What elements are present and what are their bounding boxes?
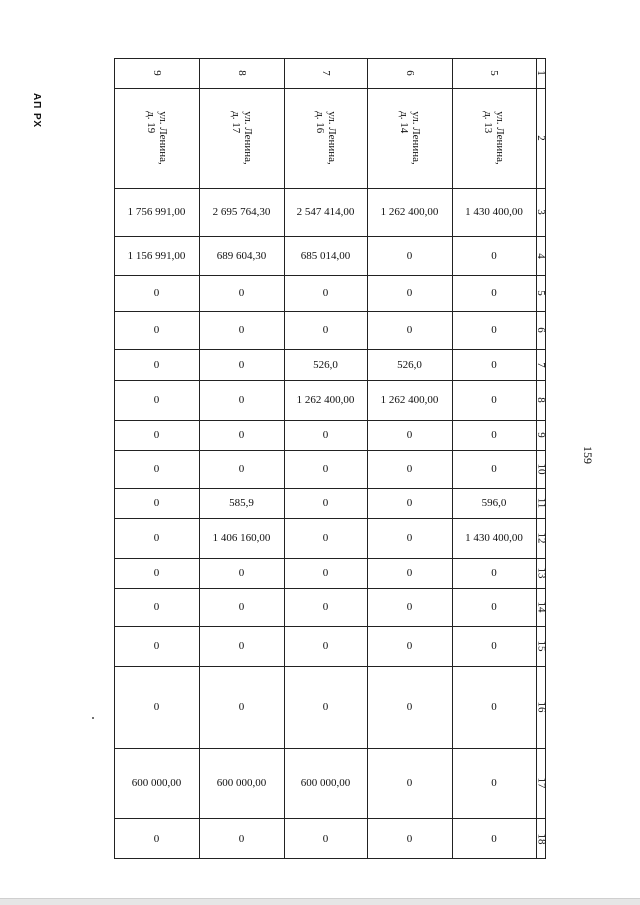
- address-cell: [114, 88, 199, 188]
- archive-stamp-label: АП РХ: [31, 93, 42, 129]
- column-number-cell: [536, 558, 546, 588]
- value-cell: 0: [491, 567, 497, 579]
- column-number: 13: [535, 567, 547, 579]
- value-cell: 0: [153, 701, 160, 713]
- row-number-cell: [114, 58, 199, 88]
- column-number: 1: [535, 70, 547, 76]
- column-number-cell: [536, 518, 546, 558]
- row-number-cell: [367, 58, 452, 88]
- value-cell: 600 000,00: [300, 777, 351, 789]
- value-cell: 0: [322, 640, 329, 652]
- column-number: 10: [535, 463, 547, 475]
- value-cell: 1 262 400,00: [380, 394, 439, 406]
- column-number: 16: [535, 701, 547, 713]
- value-cell: 0: [491, 601, 497, 613]
- page-number: 159: [581, 446, 595, 464]
- value-cell: 0: [238, 640, 245, 652]
- address-line: д. 17: [229, 111, 242, 134]
- value-cell: 0: [406, 249, 413, 262]
- value-cell: 0: [406, 777, 413, 789]
- value-cell: 0: [491, 358, 497, 371]
- column-number: 8: [535, 397, 547, 403]
- value-cell: 0: [322, 287, 329, 299]
- address-cell: [452, 88, 536, 188]
- column-number: 7: [535, 361, 547, 368]
- row-number: 8: [235, 70, 248, 76]
- address-line: ул. Ленина,: [325, 111, 338, 165]
- value-cell: 526,0: [397, 358, 422, 371]
- value-cell: 0: [322, 701, 329, 713]
- column-number-cell: [536, 236, 546, 275]
- value-cell: 600 000,00: [131, 777, 182, 789]
- column-number: 15: [535, 640, 547, 652]
- value-cell: 0: [322, 832, 329, 845]
- value-cell: 0: [406, 567, 413, 579]
- data-table: [114, 58, 546, 859]
- address-line: д. 13: [481, 111, 494, 134]
- value-cell: 0: [238, 324, 245, 336]
- address-line: д. 19: [144, 111, 157, 134]
- value-cell: 1 156 991,00: [127, 249, 186, 262]
- value-cell: 0: [322, 532, 329, 544]
- address-text: [397, 111, 421, 165]
- address-line: ул. Ленина,: [156, 111, 169, 165]
- value-cell: 1 430 400,00: [465, 532, 523, 544]
- address-line: д. 14: [397, 111, 410, 134]
- column-number-cell: [536, 88, 546, 188]
- column-number: 12: [535, 532, 547, 544]
- column-number-cell: [536, 818, 546, 859]
- address-text: [229, 111, 253, 165]
- value-cell: 0: [406, 429, 413, 441]
- scan-bottom-edge: [0, 898, 640, 905]
- value-cell: 0: [491, 249, 497, 262]
- address-line: ул. Ленина,: [409, 111, 422, 165]
- value-cell: 0: [491, 701, 497, 713]
- row-number-cell: [452, 58, 536, 88]
- value-cell: 0: [491, 287, 497, 299]
- value-cell: 0: [153, 287, 160, 299]
- column-number-cell: [536, 488, 546, 518]
- column-number-cell: [536, 380, 546, 420]
- column-number: 2: [535, 135, 547, 141]
- row-number: 7: [319, 70, 332, 76]
- address-cell: [367, 88, 452, 188]
- value-cell: 1 430 400,00: [465, 206, 523, 218]
- value-cell: 0: [153, 497, 160, 509]
- value-cell: 596,0: [481, 497, 507, 509]
- column-number: 4: [535, 252, 547, 259]
- value-cell: 0: [153, 832, 160, 845]
- value-cell: 689 604,30: [216, 249, 267, 262]
- value-cell: 0: [406, 701, 413, 713]
- column-number-cell: [536, 588, 546, 626]
- value-cell: 0: [491, 394, 497, 406]
- column-number-cell: [536, 58, 546, 88]
- address-line: ул. Ленина,: [493, 111, 506, 165]
- column-number-cell: [536, 748, 546, 818]
- value-cell: 0: [238, 832, 245, 845]
- value-cell: 0: [322, 463, 329, 475]
- row-number-cell: [284, 58, 367, 88]
- scan-speck: [92, 717, 94, 719]
- value-cell: 0: [491, 463, 497, 475]
- address-cell: [284, 88, 367, 188]
- value-cell: 0: [238, 429, 245, 441]
- value-cell: 526,0: [313, 358, 338, 371]
- value-cell: 0: [238, 358, 245, 371]
- value-cell: 685 014,00: [300, 249, 351, 262]
- column-number: 3: [535, 209, 547, 215]
- value-cell: 2 547 414,00: [296, 206, 355, 218]
- column-number: 17: [535, 777, 547, 789]
- column-number-cell: [536, 626, 546, 666]
- address-line: д. 16: [313, 111, 326, 134]
- column-number: 5: [535, 290, 547, 296]
- column-number-cell: [536, 188, 546, 236]
- value-cell: 0: [406, 640, 413, 652]
- value-cell: 0: [406, 532, 413, 544]
- value-cell: 0: [153, 567, 160, 579]
- value-cell: 1 406 160,00: [212, 532, 271, 544]
- value-cell: 0: [322, 429, 329, 441]
- address-text: [313, 111, 337, 165]
- value-cell: 0: [406, 463, 413, 475]
- value-cell: 0: [322, 567, 329, 579]
- column-number-cell: [536, 420, 546, 450]
- value-cell: 0: [406, 601, 413, 613]
- address-text: [482, 111, 506, 165]
- value-cell: 1 262 400,00: [296, 394, 355, 406]
- column-number-cell: [536, 275, 546, 311]
- value-cell: 0: [238, 601, 245, 613]
- value-cell: 0: [153, 358, 160, 371]
- value-cell: 0: [238, 701, 245, 713]
- value-cell: 0: [153, 640, 160, 652]
- value-cell: 0: [153, 601, 160, 613]
- value-cell: 0: [491, 429, 497, 441]
- value-cell: 0: [491, 324, 497, 336]
- address-line: ул. Ленина,: [241, 111, 254, 165]
- row-number: 6: [403, 70, 416, 76]
- value-cell: 0: [491, 640, 497, 652]
- column-number-cell: [536, 311, 546, 349]
- value-cell: 0: [153, 394, 160, 406]
- address-cell: [199, 88, 284, 188]
- value-cell: 0: [406, 287, 413, 299]
- row-number-cell: [199, 58, 284, 88]
- value-cell: 0: [238, 287, 245, 299]
- value-cell: 0: [491, 777, 497, 789]
- column-number-cell: [536, 450, 546, 488]
- column-number: 11: [535, 497, 547, 509]
- column-number: 9: [535, 432, 547, 438]
- value-cell: 0: [491, 832, 497, 845]
- column-number-cell: [536, 349, 546, 380]
- value-cell: 2 695 764,30: [212, 206, 271, 218]
- value-cell: 1 756 991,00: [127, 206, 186, 218]
- column-number-cell: [536, 666, 546, 748]
- value-cell: 0: [238, 463, 245, 475]
- value-cell: 0: [406, 832, 413, 845]
- column-number: 14: [535, 601, 547, 613]
- value-cell: 0: [153, 324, 160, 336]
- value-cell: 1 262 400,00: [380, 206, 439, 218]
- value-cell: 0: [322, 324, 329, 336]
- value-cell: 0: [406, 324, 413, 336]
- row-number: 5: [488, 70, 500, 76]
- address-text: [144, 111, 168, 165]
- value-cell: 0: [153, 429, 160, 441]
- value-cell: 0: [153, 463, 160, 475]
- value-cell: 600 000,00: [216, 777, 267, 789]
- row-number: 9: [150, 70, 163, 76]
- value-cell: 585,9: [229, 497, 254, 509]
- value-cell: 0: [406, 497, 413, 509]
- column-number: 18: [535, 833, 547, 844]
- value-cell: 0: [238, 567, 245, 579]
- value-cell: 0: [238, 394, 245, 406]
- value-cell: 0: [322, 601, 329, 613]
- column-number: 6: [535, 327, 547, 333]
- value-cell: 0: [322, 497, 329, 509]
- value-cell: 0: [153, 532, 160, 544]
